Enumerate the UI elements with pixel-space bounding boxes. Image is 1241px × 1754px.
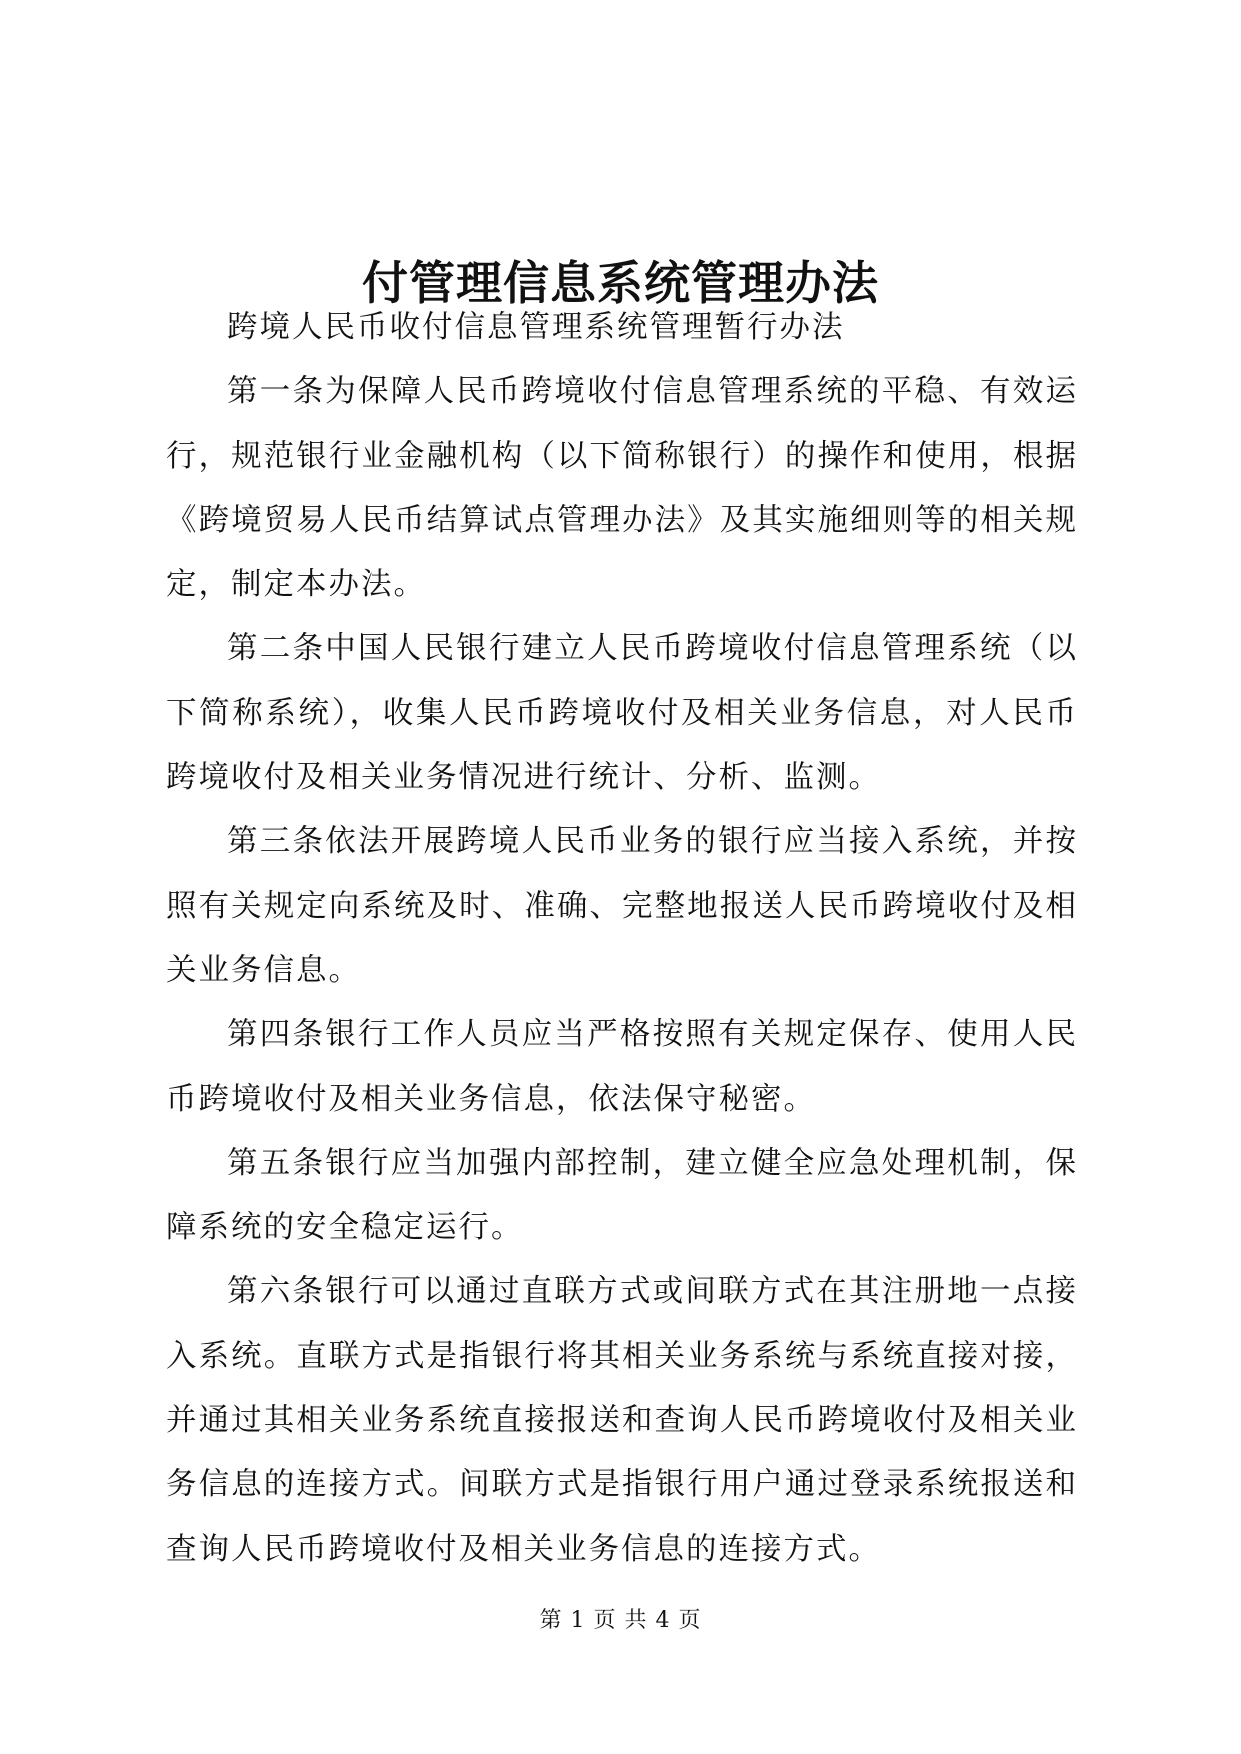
document-body (166, 296, 1078, 1582)
article-5-paragraph: 第五条银行应当加强内部控制，建立健全应急处理机制，保障系统的安全稳定运行。 (166, 1145, 1078, 1246)
article-1-paragraph: 第一条为保障人民币跨境收付信息管理系统的平稳、有效运行，规范银行业金融机构（以下简称银行）的操作和使用，根据《跨境贸易人民币结算试点管理办法》及其实施细则等的相关规定，制定本办法。 (166, 374, 1078, 603)
article-3-paragraph: 第三条依法开展跨境人民币业务的银行应当接入系统，并按照有关规定向系统及时、准确、完整地报送人民币跨境收付及相关业务信息。 (166, 824, 1078, 988)
article-4-paragraph: 第四条银行工作人员应当严格按照有关规定保存、使用人民币跨境收付及相关业务信息，依法保守秘密。 (166, 1017, 1078, 1117)
page-number-footer: 第 1 页 共 4 页 (539, 1608, 702, 1633)
document-title: 付管理信息系统管理办法 (362, 255, 879, 310)
subtitle-paragraph: 跨境人民币收付信息管理系统管理暂行办法 (227, 310, 845, 345)
article-6-paragraph: 第六条银行可以通过直联方式或间联方式在其注册地一点接入系统。直联方式是指银行将其相关业务系统与系统直接对接，并通过其相关业务系统直接报送和查询人民币跨境收付及相关业务信息的连接方式。间联方式是指银行用户通过登录系统报送和查询人民币跨境收付及相关业务信息的连接方式。 (166, 1274, 1078, 1567)
article-2-paragraph: 第二条中国人民银行建立人民币跨境收付信息管理系统（以下简称系统），收集人民币跨境收付及相关业务信息，对人民币跨境收付及相关业务情况进行统计、分析、监测。 (166, 631, 1078, 796)
